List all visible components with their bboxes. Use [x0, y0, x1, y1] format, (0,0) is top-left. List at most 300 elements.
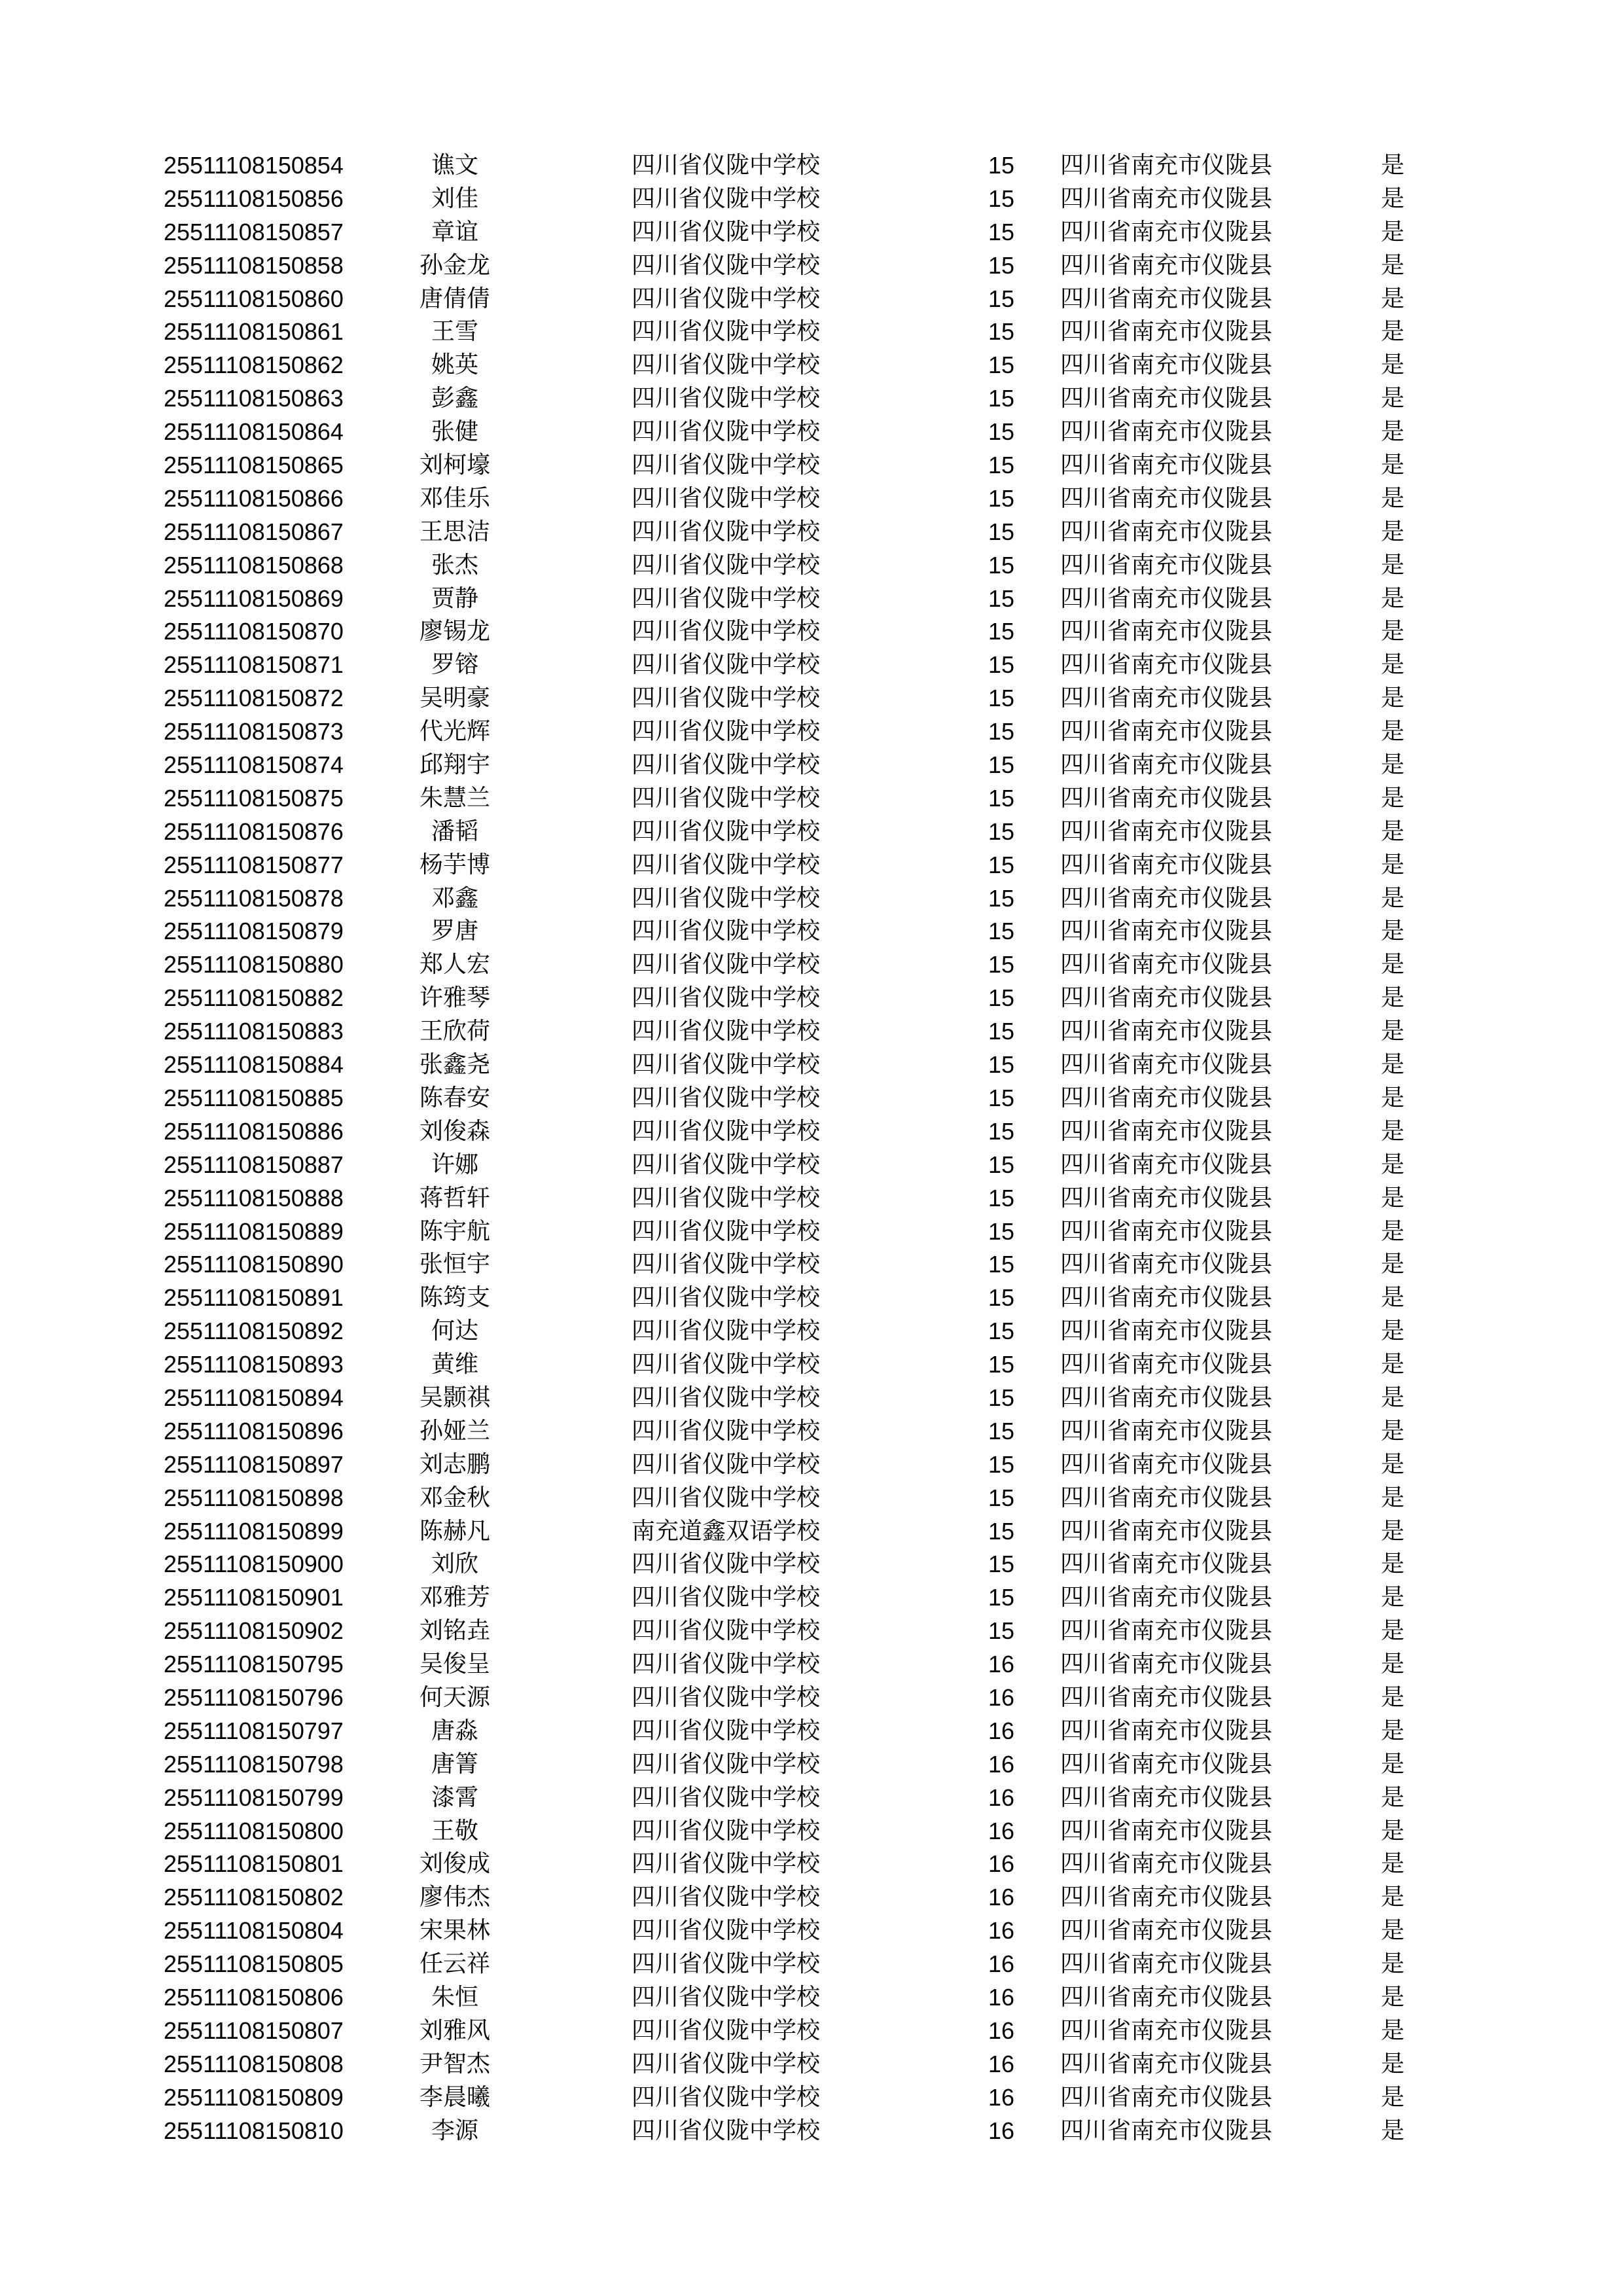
student-name-cell: 邓雅芳	[419, 1584, 490, 1611]
region-cell: 四川省南充市仪陇县	[1060, 1117, 1273, 1145]
number-cell: 16	[988, 1983, 1015, 2011]
student-name-cell: 罗唐	[431, 918, 478, 945]
student-name-cell: 唐淼	[431, 1717, 478, 1744]
table-row	[0, 1914, 1623, 1948]
region-cell: 四川省南充市仪陇县	[1060, 1384, 1273, 1411]
student-name-cell: 刘柯壕	[419, 452, 490, 479]
flag-cell: 是	[1381, 385, 1405, 412]
school-cell: 四川省仪陇中学校	[632, 1417, 821, 1444]
table-row	[0, 1115, 1623, 1149]
flag-cell: 是	[1381, 751, 1405, 779]
school-cell: 四川省仪陇中学校	[632, 518, 821, 545]
exam-id-cell: 25511108150899	[164, 1517, 344, 1545]
table-row	[0, 982, 1623, 1015]
table-row	[0, 849, 1623, 882]
number-cell: 15	[988, 452, 1015, 479]
table-row	[0, 1815, 1623, 1848]
school-cell: 四川省仪陇中学校	[632, 185, 821, 212]
region-cell: 四川省南充市仪陇县	[1060, 2050, 1273, 2077]
exam-id-cell: 25511108150892	[164, 1318, 344, 1345]
table-row	[0, 1515, 1623, 1549]
number-cell: 15	[988, 851, 1015, 878]
flag-cell: 是	[1381, 452, 1405, 479]
number-cell: 15	[988, 1051, 1015, 1079]
region-cell: 四川省南充市仪陇县	[1060, 1750, 1273, 1778]
flag-cell: 是	[1381, 185, 1405, 212]
table-row	[0, 1149, 1623, 1182]
table-row	[0, 816, 1623, 849]
flag-cell: 是	[1381, 718, 1405, 745]
number-cell: 15	[988, 285, 1015, 312]
student-name-cell: 贾静	[431, 584, 478, 612]
flag-cell: 是	[1381, 551, 1405, 579]
flag-cell: 是	[1381, 518, 1405, 545]
flag-cell: 是	[1381, 1217, 1405, 1245]
school-cell: 四川省仪陇中学校	[632, 1284, 821, 1312]
region-cell: 四川省南充市仪陇县	[1060, 551, 1273, 579]
table-row	[0, 1315, 1623, 1348]
flag-cell: 是	[1381, 1117, 1405, 1145]
flag-cell: 是	[1381, 584, 1405, 612]
student-name-cell: 陈筠支	[419, 1284, 490, 1312]
table-row	[0, 1482, 1623, 1515]
student-name-cell: 陈赫凡	[419, 1517, 490, 1545]
school-cell: 四川省仪陇中学校	[632, 918, 821, 945]
flag-cell: 是	[1381, 1817, 1405, 1844]
flag-cell: 是	[1381, 1417, 1405, 1444]
number-cell: 15	[988, 1517, 1015, 1545]
exam-id-cell: 25511108150858	[164, 251, 344, 279]
student-name-cell: 张恒宇	[419, 1251, 490, 1278]
school-cell: 四川省仪陇中学校	[632, 784, 821, 812]
student-name-cell: 黄维	[431, 1351, 478, 1378]
student-name-cell: 蒋哲轩	[419, 1184, 490, 1211]
number-cell: 15	[988, 385, 1015, 412]
region-cell: 四川省南充市仪陇县	[1060, 584, 1273, 612]
exam-id-cell: 25511108150877	[164, 851, 344, 878]
flag-cell: 是	[1381, 1884, 1405, 1911]
school-cell: 四川省仪陇中学校	[632, 1450, 821, 1478]
number-cell: 16	[988, 2017, 1015, 2044]
exam-id-cell: 25511108150875	[164, 784, 344, 812]
exam-id-cell: 25511108150896	[164, 1417, 344, 1444]
exam-id-cell: 25511108150891	[164, 1284, 344, 1312]
exam-id-cell: 25511108150800	[164, 1817, 344, 1844]
table-row	[0, 516, 1623, 549]
exam-id-cell: 25511108150902	[164, 1617, 344, 1645]
school-cell: 四川省仪陇中学校	[632, 1884, 821, 1911]
number-cell: 15	[988, 984, 1015, 1012]
table-row	[0, 149, 1623, 183]
region-cell: 四川省南充市仪陇县	[1060, 1784, 1273, 1811]
school-cell: 四川省仪陇中学校	[632, 1617, 821, 1645]
table-row	[0, 1248, 1623, 1282]
region-cell: 四川省南充市仪陇县	[1060, 418, 1273, 446]
flag-cell: 是	[1381, 1917, 1405, 1945]
flag-cell: 是	[1381, 817, 1405, 845]
exam-id-cell: 25511108150879	[164, 918, 344, 945]
student-name-cell: 杨芋博	[419, 851, 490, 878]
region-cell: 四川省南充市仪陇县	[1060, 2017, 1273, 2044]
number-cell: 15	[988, 1251, 1015, 1278]
exam-id-cell: 25511108150871	[164, 651, 344, 679]
student-name-cell: 郑人宏	[419, 951, 490, 978]
table-row	[0, 1981, 1623, 2015]
exam-id-cell: 25511108150886	[164, 1117, 344, 1145]
table-row	[0, 1382, 1623, 1415]
exam-id-cell: 25511108150797	[164, 1717, 344, 1744]
exam-id-cell: 25511108150808	[164, 2050, 344, 2077]
number-cell: 16	[988, 1850, 1015, 1878]
school-cell: 四川省仪陇中学校	[632, 1917, 821, 1945]
region-cell: 四川省南充市仪陇县	[1060, 351, 1273, 379]
number-cell: 15	[988, 817, 1015, 845]
student-name-cell: 刘志鹏	[419, 1450, 490, 1478]
student-name-cell: 任云祥	[419, 1950, 490, 1978]
school-cell: 四川省仪陇中学校	[632, 884, 821, 912]
student-name-cell: 谯文	[431, 152, 478, 179]
region-cell: 四川省南充市仪陇县	[1060, 1284, 1273, 1312]
table-row	[0, 283, 1623, 316]
school-cell: 四川省仪陇中学校	[632, 1318, 821, 1345]
student-name-cell: 宋果林	[419, 1917, 490, 1945]
school-cell: 四川省仪陇中学校	[632, 2017, 821, 2044]
student-name-cell: 邱翔宇	[419, 751, 490, 779]
flag-cell: 是	[1381, 1018, 1405, 1045]
student-name-cell: 唐箐	[431, 1750, 478, 1778]
student-name-cell: 张鑫尧	[419, 1051, 490, 1079]
school-cell: 四川省仪陇中学校	[632, 1950, 821, 1978]
region-cell: 四川省南充市仪陇县	[1060, 685, 1273, 712]
school-cell: 四川省仪陇中学校	[632, 351, 821, 379]
exam-id-cell: 25511108150868	[164, 551, 344, 579]
student-name-cell: 陈宇航	[419, 1217, 490, 1245]
flag-cell: 是	[1381, 918, 1405, 945]
region-cell: 四川省南充市仪陇县	[1060, 452, 1273, 479]
student-name-cell: 刘俊森	[419, 1117, 490, 1145]
flag-cell: 是	[1381, 285, 1405, 312]
student-name-cell: 朱慧兰	[419, 784, 490, 812]
school-cell: 四川省仪陇中学校	[632, 318, 821, 346]
student-name-cell: 陈春安	[419, 1084, 490, 1111]
exam-id-cell: 25511108150888	[164, 1184, 344, 1211]
student-name-cell: 章谊	[431, 218, 478, 245]
table-row	[0, 1648, 1623, 1681]
exam-id-cell: 25511108150882	[164, 984, 344, 1012]
flag-cell: 是	[1381, 951, 1405, 978]
student-name-cell: 刘俊成	[419, 1850, 490, 1878]
exam-id-cell: 25511108150802	[164, 1884, 344, 1911]
number-cell: 16	[988, 1683, 1015, 1711]
exam-id-cell: 25511108150890	[164, 1251, 344, 1278]
table-row	[0, 1082, 1623, 1115]
student-name-cell: 姚英	[431, 351, 478, 379]
table-row	[0, 1748, 1623, 1782]
region-cell: 四川省南充市仪陇县	[1060, 1683, 1273, 1711]
exam-id-cell: 25511108150885	[164, 1084, 344, 1111]
flag-cell: 是	[1381, 1517, 1405, 1545]
student-name-cell: 代光辉	[419, 718, 490, 745]
student-name-cell: 孙金龙	[419, 251, 490, 279]
flag-cell: 是	[1381, 2083, 1405, 2111]
exam-id-cell: 25511108150809	[164, 2083, 344, 2111]
number-cell: 16	[988, 2117, 1015, 2144]
region-cell: 四川省南充市仪陇县	[1060, 1584, 1273, 1611]
region-cell: 四川省南充市仪陇县	[1060, 1417, 1273, 1444]
student-name-cell: 吴颢祺	[419, 1384, 490, 1411]
region-cell: 四川省南充市仪陇县	[1060, 1484, 1273, 1511]
school-cell: 四川省仪陇中学校	[632, 1217, 821, 1245]
flag-cell: 是	[1381, 1750, 1405, 1778]
number-cell: 15	[988, 884, 1015, 912]
flag-cell: 是	[1381, 251, 1405, 279]
school-cell: 四川省仪陇中学校	[632, 751, 821, 779]
table-row	[0, 1348, 1623, 1382]
school-cell: 四川省仪陇中学校	[632, 1584, 821, 1611]
exam-id-cell: 25511108150860	[164, 285, 344, 312]
exam-id-cell: 25511108150878	[164, 884, 344, 912]
flag-cell: 是	[1381, 1351, 1405, 1378]
school-cell: 四川省仪陇中学校	[632, 1018, 821, 1045]
number-cell: 15	[988, 718, 1015, 745]
table-row	[0, 1015, 1623, 1049]
table-row	[0, 2015, 1623, 2048]
student-name-cell: 何达	[431, 1318, 478, 1345]
number-cell: 16	[988, 1717, 1015, 1744]
region-cell: 四川省南充市仪陇县	[1060, 518, 1273, 545]
exam-id-cell: 25511108150795	[164, 1651, 344, 1678]
number-cell: 15	[988, 251, 1015, 279]
exam-id-cell: 25511108150876	[164, 817, 344, 845]
region-cell: 四川省南充市仪陇县	[1060, 1351, 1273, 1378]
exam-id-cell: 25511108150796	[164, 1683, 344, 1711]
exam-id-cell: 25511108150805	[164, 1950, 344, 1978]
number-cell: 15	[988, 1318, 1015, 1345]
region-cell: 四川省南充市仪陇县	[1060, 1651, 1273, 1678]
table-row	[0, 2048, 1623, 2081]
exam-id-cell: 25511108150801	[164, 1850, 344, 1878]
school-cell: 四川省仪陇中学校	[632, 984, 821, 1012]
school-cell: 四川省仪陇中学校	[632, 1850, 821, 1878]
number-cell: 15	[988, 484, 1015, 512]
table-row	[0, 449, 1623, 482]
school-cell: 四川省仪陇中学校	[632, 1351, 821, 1378]
number-cell: 15	[988, 784, 1015, 812]
data-table	[0, 149, 1623, 2147]
school-cell: 四川省仪陇中学校	[632, 1384, 821, 1411]
student-name-cell: 何天源	[419, 1683, 490, 1711]
student-name-cell: 许娜	[431, 1151, 478, 1178]
school-cell: 四川省仪陇中学校	[632, 1683, 821, 1711]
school-cell: 南充道鑫双语学校	[632, 1517, 821, 1545]
table-row	[0, 715, 1623, 749]
flag-cell: 是	[1381, 1484, 1405, 1511]
school-cell: 四川省仪陇中学校	[632, 1551, 821, 1578]
student-name-cell: 刘佳	[431, 185, 478, 212]
flag-cell: 是	[1381, 1318, 1405, 1345]
exam-id-cell: 25511108150897	[164, 1450, 344, 1478]
flag-cell: 是	[1381, 351, 1405, 379]
school-cell: 四川省仪陇中学校	[632, 851, 821, 878]
exam-id-cell: 25511108150854	[164, 152, 344, 179]
number-cell: 15	[988, 318, 1015, 346]
student-name-cell: 吴俊呈	[419, 1651, 490, 1678]
school-cell: 四川省仪陇中学校	[632, 1484, 821, 1511]
table-row	[0, 915, 1623, 948]
school-cell: 四川省仪陇中学校	[632, 285, 821, 312]
number-cell: 15	[988, 685, 1015, 712]
student-name-cell: 吴明豪	[419, 685, 490, 712]
flag-cell: 是	[1381, 1784, 1405, 1811]
table-row	[0, 549, 1623, 583]
table-row	[0, 1848, 1623, 1881]
student-name-cell: 廖锡龙	[419, 618, 490, 645]
number-cell: 15	[988, 1551, 1015, 1578]
number-cell: 15	[988, 218, 1015, 245]
school-cell: 四川省仪陇中学校	[632, 1651, 821, 1678]
flag-cell: 是	[1381, 1850, 1405, 1878]
exam-id-cell: 25511108150872	[164, 685, 344, 712]
flag-cell: 是	[1381, 618, 1405, 645]
region-cell: 四川省南充市仪陇县	[1060, 1917, 1273, 1945]
flag-cell: 是	[1381, 1551, 1405, 1578]
region-cell: 四川省南充市仪陇县	[1060, 385, 1273, 412]
flag-cell: 是	[1381, 1983, 1405, 2011]
flag-cell: 是	[1381, 484, 1405, 512]
region-cell: 四川省南充市仪陇县	[1060, 318, 1273, 346]
flag-cell: 是	[1381, 418, 1405, 446]
region-cell: 四川省南充市仪陇县	[1060, 951, 1273, 978]
region-cell: 四川省南充市仪陇县	[1060, 651, 1273, 679]
region-cell: 四川省南充市仪陇县	[1060, 251, 1273, 279]
number-cell: 15	[988, 551, 1015, 579]
number-cell: 16	[988, 1817, 1015, 1844]
flag-cell: 是	[1381, 1184, 1405, 1211]
number-cell: 15	[988, 1084, 1015, 1111]
region-cell: 四川省南充市仪陇县	[1060, 884, 1273, 912]
student-name-cell: 王雪	[431, 318, 478, 346]
student-name-cell: 罗镕	[431, 651, 478, 679]
exam-id-cell: 25511108150867	[164, 518, 344, 545]
number-cell: 15	[988, 518, 1015, 545]
number-cell: 16	[988, 1784, 1015, 1811]
flag-cell: 是	[1381, 1683, 1405, 1711]
flag-cell: 是	[1381, 1284, 1405, 1312]
number-cell: 15	[988, 185, 1015, 212]
table-row	[0, 482, 1623, 516]
exam-id-cell: 25511108150869	[164, 584, 344, 612]
table-row	[0, 1049, 1623, 1082]
school-cell: 四川省仪陇中学校	[632, 2117, 821, 2144]
region-cell: 四川省南充市仪陇县	[1060, 1051, 1273, 1079]
student-name-cell: 尹智杰	[419, 2050, 490, 2077]
school-cell: 四川省仪陇中学校	[632, 2050, 821, 2077]
region-cell: 四川省南充市仪陇县	[1060, 185, 1273, 212]
exam-id-cell: 25511108150864	[164, 418, 344, 446]
number-cell: 15	[988, 1351, 1015, 1378]
table-row	[0, 782, 1623, 816]
school-cell: 四川省仪陇中学校	[632, 1084, 821, 1111]
exam-id-cell: 25511108150810	[164, 2117, 344, 2144]
number-cell: 15	[988, 1018, 1015, 1045]
region-cell: 四川省南充市仪陇县	[1060, 1251, 1273, 1278]
student-name-cell: 刘铭垚	[419, 1617, 490, 1645]
table-row	[0, 649, 1623, 682]
student-name-cell: 漆霄	[431, 1784, 478, 1811]
flag-cell: 是	[1381, 651, 1405, 679]
region-cell: 四川省南充市仪陇县	[1060, 1617, 1273, 1645]
region-cell: 四川省南充市仪陇县	[1060, 484, 1273, 512]
table-row	[0, 1615, 1623, 1648]
number-cell: 16	[988, 1917, 1015, 1945]
student-name-cell: 刘雅风	[419, 2017, 490, 2044]
region-cell: 四川省南充市仪陇县	[1060, 1318, 1273, 1345]
school-cell: 四川省仪陇中学校	[632, 385, 821, 412]
exam-id-cell: 25511108150863	[164, 385, 344, 412]
region-cell: 四川省南充市仪陇县	[1060, 751, 1273, 779]
school-cell: 四川省仪陇中学校	[632, 1784, 821, 1811]
table-row	[0, 416, 1623, 449]
region-cell: 四川省南充市仪陇县	[1060, 1950, 1273, 1978]
flag-cell: 是	[1381, 884, 1405, 912]
school-cell: 四川省仪陇中学校	[632, 251, 821, 279]
number-cell: 15	[988, 1184, 1015, 1211]
exam-id-cell: 25511108150898	[164, 1484, 344, 1511]
region-cell: 四川省南充市仪陇县	[1060, 1717, 1273, 1744]
number-cell: 15	[988, 1384, 1015, 1411]
school-cell: 四川省仪陇中学校	[632, 618, 821, 645]
region-cell: 四川省南充市仪陇县	[1060, 1217, 1273, 1245]
table-row	[0, 749, 1623, 782]
exam-id-cell: 25511108150889	[164, 1217, 344, 1245]
student-name-cell: 朱恒	[431, 1983, 478, 2011]
exam-id-cell: 25511108150874	[164, 751, 344, 779]
region-cell: 四川省南充市仪陇县	[1060, 817, 1273, 845]
flag-cell: 是	[1381, 784, 1405, 812]
region-cell: 四川省南充市仪陇县	[1060, 1850, 1273, 1878]
student-name-cell: 廖伟杰	[419, 1884, 490, 1911]
table-row	[0, 948, 1623, 982]
flag-cell: 是	[1381, 1617, 1405, 1645]
number-cell: 15	[988, 618, 1015, 645]
school-cell: 四川省仪陇中学校	[632, 651, 821, 679]
student-name-cell: 李源	[431, 2117, 478, 2144]
school-cell: 四川省仪陇中学校	[632, 584, 821, 612]
exam-id-cell: 25511108150883	[164, 1018, 344, 1045]
student-name-cell: 邓金秋	[419, 1484, 490, 1511]
number-cell: 15	[988, 1484, 1015, 1511]
school-cell: 四川省仪陇中学校	[632, 551, 821, 579]
number-cell: 15	[988, 1617, 1015, 1645]
exam-id-cell: 25511108150857	[164, 218, 344, 245]
exam-id-cell: 25511108150798	[164, 1750, 344, 1778]
exam-id-cell: 25511108150873	[164, 718, 344, 745]
table-row	[0, 2115, 1623, 2148]
flag-cell: 是	[1381, 1450, 1405, 1478]
number-cell: 15	[988, 1417, 1015, 1444]
table-row	[0, 1715, 1623, 1748]
exam-id-cell: 25511108150870	[164, 618, 344, 645]
number-cell: 16	[988, 1950, 1015, 1978]
exam-id-cell: 25511108150880	[164, 951, 344, 978]
flag-cell: 是	[1381, 2050, 1405, 2077]
table-row	[0, 2081, 1623, 2115]
number-cell: 15	[988, 418, 1015, 446]
table-row	[0, 1182, 1623, 1215]
exam-id-cell: 25511108150861	[164, 318, 344, 346]
table-row	[0, 349, 1623, 382]
flag-cell: 是	[1381, 1584, 1405, 1611]
